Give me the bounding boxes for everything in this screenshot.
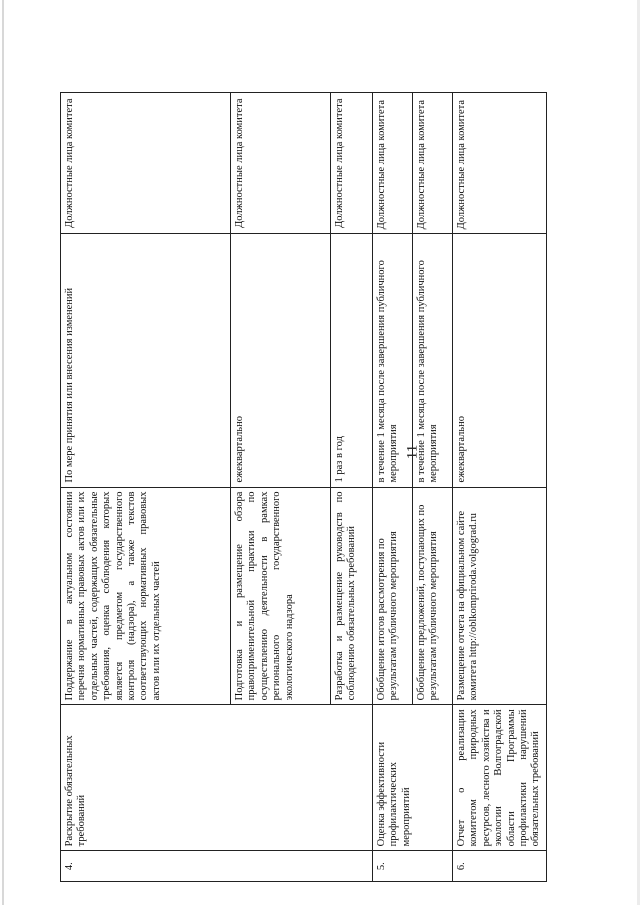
activity-term: в течение 1 месяца после завершения публичного мероприятия [373, 234, 413, 487]
activity-term: ежеквартально [453, 234, 547, 487]
responsible: Должностные лица комитета [453, 93, 547, 234]
responsible: Должностные лица комитета [413, 93, 453, 234]
activity-text: Поддержание в актуальном состоянии перечня нормативных правовых актов или их отдельных частей, содержащих обязательные требования, оценка соблюдения которых является предметом государственного контроля (надзора), а также текстов соответствующих нормативных правовых актов или их отдельных частей [61, 487, 231, 705]
activity-text: Подготовка и размещение обзора правоприменительной практики по осуществлению деятельности в рамках регионального государственного экологического надзора [231, 487, 331, 705]
activity-text: Разработка и размещение руководств по соблюдению обязательных требований [331, 487, 373, 705]
rotated-table-wrapper [60, 92, 542, 882]
page-number: 11 [404, 444, 421, 460]
table-row [61, 93, 231, 882]
measure-name: Оценка эффективности профилактических мероприятий [373, 705, 453, 851]
activity-text: Размещение отчета на официальном сайте комитета http://oblkompriroda.volgograd.ru [453, 487, 547, 705]
measure-name: Отчет о реализации комитетом природных ресурсов, лесного хозяйства и экологии Волгоградской области Программы профилактики нарушений обязательных требований [453, 705, 547, 851]
table-area [60, 92, 640, 871]
responsible: Должностные лица комитета [231, 93, 331, 234]
measure-name: Раскрытие обязательных требований [61, 705, 373, 851]
activity-text: Обобщение итогов рассмотрения по результатам публичного мероприятия [373, 487, 413, 705]
activity-term: ежеквартально [231, 234, 331, 487]
activity-text: Обобщение предложений, поступающих по результатам публичного мероприятия [413, 487, 453, 705]
activity-term: 1 раз в год [331, 234, 373, 487]
activity-term: По мере принятия или внесения изменений [61, 234, 231, 487]
activity-term: в течение 1 месяца после завершения публичного мероприятия [413, 234, 453, 487]
responsible: Должностные лица комитета [373, 93, 413, 234]
page-edge-left [2, 0, 4, 905]
row-number: 4. [61, 851, 373, 882]
table-row [373, 93, 413, 882]
table-row [453, 93, 547, 882]
responsible: Должностные лица комитета [331, 93, 373, 234]
measures-table [60, 92, 547, 882]
row-number: 6. [453, 851, 547, 882]
responsible: Должностные лица комитета [61, 93, 231, 234]
row-number: 5. [373, 851, 453, 882]
